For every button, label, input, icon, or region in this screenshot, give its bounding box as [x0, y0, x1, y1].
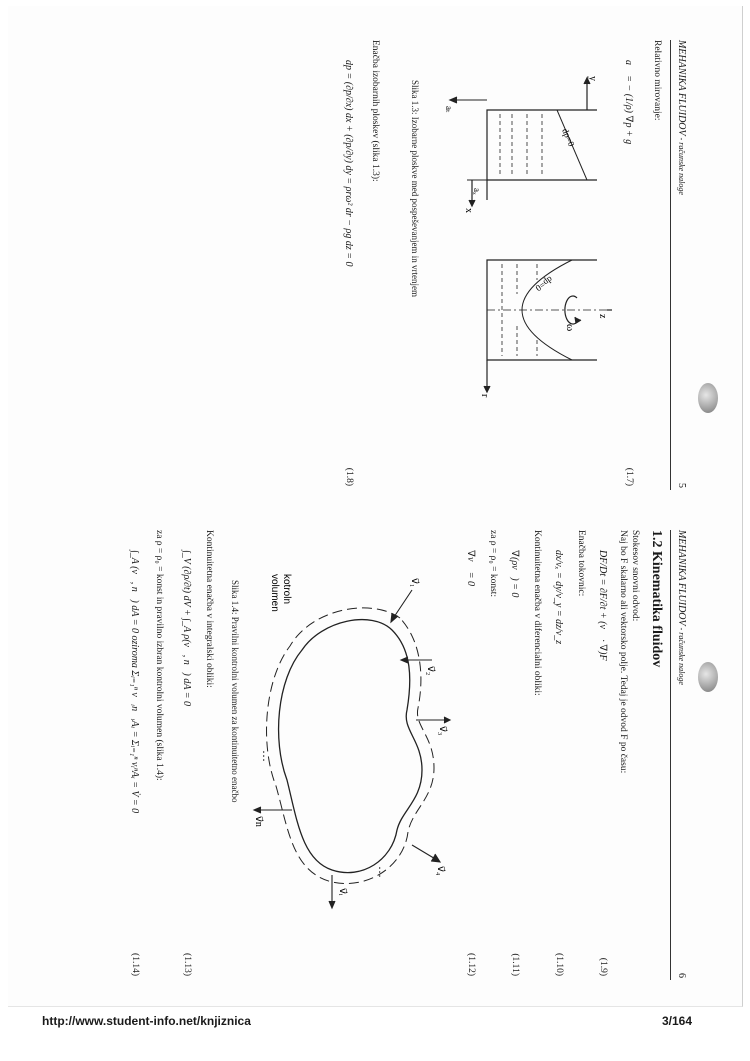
label-r: r [479, 394, 490, 398]
footer-page-counter: 3/164 [662, 1014, 693, 1028]
figure-1-4-caption: Slika 1.4: Pravilni kontrolni volumen za kontinuitetno enačbo [230, 580, 240, 803]
text-izobarnih: Enačba izobarnih ploskev (slika 1.3): [370, 40, 380, 182]
text-rho-const: za ρ = ρ₀ = konst: [488, 530, 498, 598]
equation-number-1-13: (1.13) [182, 953, 192, 976]
equation-1-13: ∫_V (∂ρ/∂t) dV + ∫_A ρ(v⃗, n⃗) dA = 0 [181, 550, 192, 707]
label-z: z [597, 314, 608, 319]
page-5 [2, 40, 692, 490]
header-subtitle: - računske naloge [677, 135, 686, 195]
equation-1-12: ∇v⃗ = 0 [465, 550, 476, 586]
label-dp0-right: dp=0 [533, 274, 555, 294]
equation-number-1-11: (1.11) [510, 953, 520, 976]
label-v3: v⃗₃ [437, 726, 448, 736]
equation-1-11: ∇(ρv⃗) = 0 [509, 550, 520, 598]
label-v1: v⃗₁ [409, 578, 420, 588]
binder-hole-top [698, 383, 718, 413]
label-ax: aₓ [472, 188, 482, 195]
equation-1-10: dx/vₓ = dy/v_y = dz/v_z [553, 550, 564, 645]
equation-1-8: dp = (∂p/∂x) dx + (∂p/∂y) dy = ρrω² dr − ρg dz = 0 [343, 60, 354, 267]
control-volume [267, 608, 434, 884]
text-naj-bo: Naj bo F skalarno ali vektorsko polje. Tedaj je odvod F po času: [618, 530, 628, 774]
text-kont-diff: Kontinuitetna enačba v diferencialni obliki: [532, 530, 542, 696]
text-stokes: Stokesov snovni odvod: [630, 530, 640, 622]
label-vi: v⃗ᵢ [337, 888, 348, 896]
figure-1-3 [442, 70, 612, 430]
label-omega: ω [564, 324, 576, 332]
section-title: 1.2 Kinematika fluidov [649, 530, 664, 668]
equation-1-7: a⃗ = − (1/ρ) ∇p + g⃗ [623, 60, 634, 153]
binder-hole-bottom [698, 662, 718, 692]
label-volumen: volumen [269, 574, 280, 612]
figure-1-4 [252, 570, 452, 910]
label-dp0-left: dp=0 [560, 126, 577, 148]
label-x: x [463, 208, 474, 213]
page-header [670, 530, 692, 980]
label-dots-bottom: ··· [257, 750, 271, 762]
text-tokovnic: Enačba tokovnic: [576, 530, 586, 597]
header-title [676, 40, 687, 195]
page-number: 5 [676, 483, 687, 488]
label-vn: v⃗n [253, 816, 264, 827]
equation-number-1-7: (1.7) [624, 467, 634, 486]
page-header [670, 40, 692, 490]
equation-1-9: DF/Dt = ∂F/∂t + (v⃗ · ∇)F [597, 550, 608, 661]
flow-arrows [254, 590, 450, 908]
label-v4: v⃗₄ [435, 866, 446, 876]
header-title-text: MEHANIKA FLUIDOV [676, 530, 687, 626]
page-6 [2, 530, 692, 980]
page-number: 6 [676, 973, 687, 978]
header-title-text: MEHANIKA FLUIDOV [676, 40, 687, 136]
footer-url[interactable]: http://www.student-info.net/knjiznica [42, 1014, 251, 1028]
label-dots-right: ··· [373, 866, 387, 878]
label-at: aₜ [444, 106, 454, 113]
heading-relativno: Relativno mirovanje: [652, 40, 662, 121]
text-kont-int: Kontinuitetna enačba v integralski obliki: [204, 530, 214, 688]
equation-number-1-14: (1.14) [130, 953, 140, 976]
header-subtitle: - računske naloge [677, 625, 686, 685]
equation-number-1-8: (1.8) [344, 467, 354, 486]
label-v2: v⃗₂ [425, 666, 436, 676]
header-title [676, 530, 687, 685]
equation-number-1-12: (1.12) [466, 953, 476, 976]
equation-1-14: ∫_A (v⃗, n⃗) dA = 0 oziroma Σᵢ₌₁ⁿ v⃗ᵢn⃗ᵢAᵢ = Σᵢ₌₁ⁿ vᵢⁿAᵢ = V̇ = 0 [129, 550, 140, 814]
equation-number-1-9: (1.9) [598, 957, 608, 976]
label-kontrolni: kotroln [281, 574, 292, 605]
figure-1-3-caption: Slika 1.3: Izobarne ploskve med pospeševanjem in vrtenjem [410, 80, 420, 297]
text-rho-const-2: za ρ = ρ₀ = konst in pravilno izbran kontrolni volumen (slika 1.4): [154, 530, 164, 781]
equation-number-1-10: (1.10) [554, 953, 564, 976]
label-y: y [587, 76, 598, 81]
